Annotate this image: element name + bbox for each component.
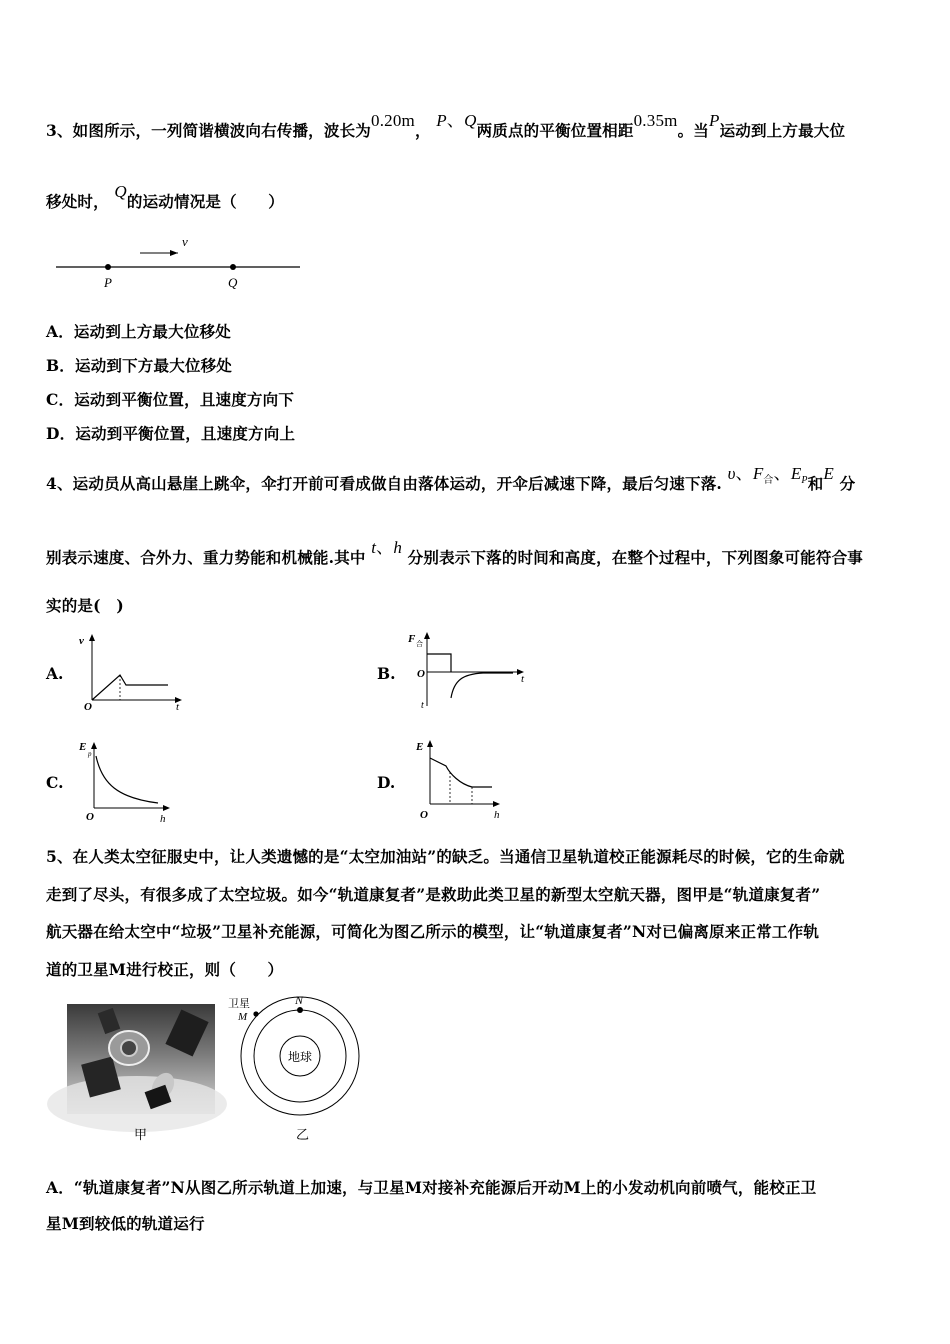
q3-text: 运动到上方最大位 [719, 121, 846, 140]
earth-label: 地球 [287, 1050, 313, 1064]
symbol-h: h [393, 538, 403, 557]
q5-option-a-line-1: A．“轨道康复者”N从图乙所示轨道上加速，与卫星M对接补充能源后开动M上的小发动机向前喷气，能校正卫 [46, 1178, 817, 1197]
q5-line-2: 走到了尽头，有很多成了太空垃圾。如今“轨道康复者”是救助此类卫星的新型太空航天器，图甲是“轨道康复者” [46, 885, 821, 904]
orbit-diagram [230, 992, 370, 1127]
q4-text: 分别表示下落的时间和高度，在整个过程中，下列图象可能符合事 [407, 548, 863, 567]
m-label: M [238, 1011, 248, 1023]
q3-option-c: C．运动到平衡位置，且速度方向下 [46, 390, 295, 409]
graph-b-label: B. [377, 664, 396, 683]
q-label: Q [228, 275, 238, 290]
q5-line-4: 道的卫星M进行校正，则（ ） [46, 960, 284, 979]
graph-c-ylabel: E [79, 741, 87, 753]
graph-d-xlabel: h [494, 809, 500, 821]
separator: 、 [446, 111, 465, 130]
q3-text: 3、如图所示，一列简谐横波向右传播，波长为 [46, 121, 371, 140]
symbol-v: υ [727, 464, 736, 483]
figure-yi-caption: 乙 [296, 1128, 310, 1143]
q3-text: 的运动情况是（ ） [126, 192, 284, 211]
point-p-dot [105, 264, 111, 270]
satellite-label: 卫星 [228, 998, 250, 1010]
q3-option-b: B．运动到下方最大位移处 [46, 356, 233, 375]
q3-option-a: A．运动到上方最大位移处 [46, 322, 231, 341]
q3-text: 。当 [677, 121, 709, 140]
distance-value: 0.35m [633, 111, 678, 130]
q4-line-1 [46, 464, 856, 494]
symbol-e: E [823, 464, 835, 483]
velocity-label: v [182, 234, 188, 249]
graph-a-label: A. [46, 664, 64, 683]
q5-option-a-line-2: 星M到较低的轨道运行 [46, 1214, 205, 1233]
graph-b-ysub: 合 [416, 640, 423, 648]
graph-a-ylabel: v [79, 635, 84, 647]
separator: 、 [376, 538, 394, 557]
graph-b-below: t [421, 700, 424, 711]
satellite-photo [67, 1004, 217, 1116]
q4-line-2 [46, 538, 863, 568]
q3-text: 移处时， [46, 192, 109, 211]
separator: 、 [735, 464, 753, 483]
point-q: Q [464, 111, 477, 130]
graph-a-xlabel: t [176, 701, 180, 713]
q4-text: 4、运动员从高山悬崖上跳伞，伞打开前可看成做自由落体运动，开伞后减速下降，最后匀速下落. [46, 474, 722, 493]
graph-d-ylabel: E [416, 741, 424, 753]
symbol-f: F [752, 464, 764, 483]
graph-d [410, 734, 520, 824]
subscript-he: 合 [763, 475, 774, 486]
graph-c-label: C. [46, 773, 64, 792]
q4-line-3: 实的是( ) [46, 596, 124, 615]
q3-text: 两质点的平衡位置相距 [476, 121, 634, 140]
graph-c-origin: O [86, 811, 94, 823]
p-label: P [104, 275, 112, 290]
subscript-p: P [801, 475, 808, 486]
satellite-m-dot [253, 1011, 258, 1016]
point-p: P [436, 111, 447, 130]
q3-option-d: D．运动到平衡位置，且速度方向上 [46, 424, 296, 443]
graph-c-xlabel: h [160, 813, 166, 825]
graph-d-origin: O [420, 809, 428, 821]
symbol-e: E [790, 464, 802, 483]
point-q: Q [114, 182, 127, 201]
graph-a-origin: O [84, 701, 92, 713]
n-label: N [295, 993, 304, 1007]
q3-line-2 [46, 182, 284, 212]
graph-b [405, 628, 535, 713]
graph-b-xlabel: t [521, 673, 525, 685]
separator: 、 [773, 464, 791, 483]
wave-figure [50, 232, 310, 292]
graph-b-origin: O [417, 668, 425, 680]
q4-text: 分 [839, 474, 856, 493]
graph-c [78, 736, 188, 826]
q4-text: 和 [807, 474, 824, 493]
graph-b-ylabel: F [408, 633, 416, 645]
point-q-dot [230, 264, 236, 270]
q5-line-1: 5、在人类太空征服史中，让人类遗憾的是“太空加油站”的缺乏。当通信卫星轨道校正能源耗尽的时候，它的生命就 [46, 847, 845, 866]
comma: ， [414, 121, 431, 140]
graph-a [78, 630, 188, 713]
q5-line-3: 航天器在给太空中“垃圾”卫星补充能源，可简化为图乙所示的模型，让“轨道康复者”N对已偏离原来正常工作轨 [46, 922, 820, 941]
graph-d-label: D. [377, 773, 396, 792]
q4-text: 别表示速度、合外力、重力势能和机械能.其中 [46, 548, 366, 567]
point-p: P [708, 111, 720, 130]
figure-jia-caption: 甲 [134, 1128, 148, 1143]
q3-line-1 [46, 111, 846, 141]
wavelength-value: 0.20m [371, 111, 415, 130]
satellite-n-dot [297, 1007, 303, 1013]
graph-c-ysub: p [88, 750, 92, 758]
symbol-t: t [371, 538, 377, 557]
